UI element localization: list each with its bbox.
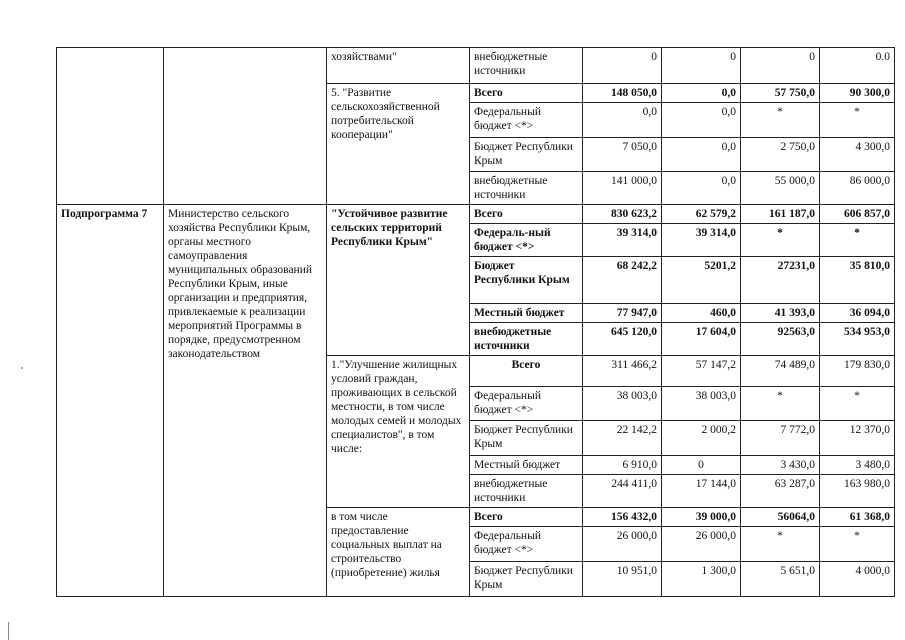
source-cell: Федераль-ный бюджет <*>: [470, 224, 583, 257]
total-cell: 6 910,0: [583, 456, 662, 475]
budget-table: [56, 47, 895, 597]
source-cell: Бюджет Республики Крым: [470, 421, 583, 456]
year1-cell: 5201,2: [662, 257, 741, 304]
measure-cell: хозяйствами": [327, 48, 470, 84]
year2-cell: 3 430,0: [741, 456, 820, 475]
total-cell: 311 466,2: [583, 356, 662, 387]
measure-cell: 1."Улучшение жилищных условий граждан, проживающих в сельской местности, в том числе молодых семей и молодых специалистов", в том числе:: [327, 356, 470, 508]
year2-cell: 63 287,0: [741, 475, 820, 508]
source-cell: внебюджетные источники: [470, 48, 583, 84]
source-cell: Бюджет Республики Крым: [470, 562, 583, 597]
year3-cell: 534 953,0: [820, 323, 895, 356]
measure-cell: в том числе предоставление социальных выплат на строительство (приобретение) жилья: [327, 508, 470, 597]
year2-cell: *: [741, 103, 820, 138]
year2-cell: 7 772,0: [741, 421, 820, 456]
year2-cell: 27231,0: [741, 257, 820, 304]
year3-cell: 163 980,0: [820, 475, 895, 508]
source-cell: Всего: [470, 508, 583, 527]
year1-cell: 0,0: [662, 138, 741, 172]
year3-cell: 0.0: [820, 48, 895, 84]
year1-cell: 57 147,2: [662, 356, 741, 387]
year3-cell: 35 810,0: [820, 257, 895, 304]
source-cell: Бюджет Республики Крым: [470, 138, 583, 172]
source-cell: внебюджетные источники: [470, 172, 583, 205]
table-row: [57, 205, 895, 224]
total-cell: 39 314,0: [583, 224, 662, 257]
budget-table-page: [56, 47, 894, 600]
subprogram-name: "Устойчивое развитие сельских территорий Республики Крым": [327, 205, 470, 356]
year2-cell: 0: [741, 48, 820, 84]
year1-cell: 0: [662, 48, 741, 84]
total-cell: 0,0: [583, 103, 662, 138]
table-row: [57, 48, 895, 84]
year1-cell: 0,0: [662, 103, 741, 138]
year2-cell: 92563,0: [741, 323, 820, 356]
total-cell: 148 050,0: [583, 84, 662, 103]
year3-cell: *: [820, 527, 895, 562]
total-cell: 244 411,0: [583, 475, 662, 508]
source-cell: Всего: [470, 356, 583, 387]
source-cell: внебюджетные источники: [470, 323, 583, 356]
total-cell: 645 120,0: [583, 323, 662, 356]
year3-cell: 61 368,0: [820, 508, 895, 527]
year2-cell: 161 187,0: [741, 205, 820, 224]
year3-cell: *: [820, 224, 895, 257]
total-cell: 26 000,0: [583, 527, 662, 562]
year1-cell: 0,0: [662, 172, 741, 205]
year2-cell: 5 651,0: [741, 562, 820, 597]
total-cell: 68 242,2: [583, 257, 662, 304]
year3-cell: 3 480,0: [820, 456, 895, 475]
scan-speck: [21, 367, 23, 369]
source-cell: Федеральный бюджет <*>: [470, 387, 583, 421]
year1-cell: 39 314,0: [662, 224, 741, 257]
measure-cell: 5. "Развитие сельскохозяйственной потребительской кооперации": [327, 84, 470, 205]
year3-cell: 179 830,0: [820, 356, 895, 387]
year1-cell: 0: [662, 456, 741, 475]
source-cell: Федеральный бюджет <*>: [470, 527, 583, 562]
year1-cell: 26 000,0: [662, 527, 741, 562]
year1-cell: 0,0: [662, 84, 741, 103]
source-cell: Всего: [470, 84, 583, 103]
year1-cell: 39 000,0: [662, 508, 741, 527]
year3-cell: 90 300,0: [820, 84, 895, 103]
total-cell: 22 142,2: [583, 421, 662, 456]
year1-cell: 1 300,0: [662, 562, 741, 597]
year2-cell: 74 489,0: [741, 356, 820, 387]
year3-cell: *: [820, 387, 895, 421]
source-cell: внебюджетные источники: [470, 475, 583, 508]
total-cell: 141 000,0: [583, 172, 662, 205]
year2-cell: 2 750,0: [741, 138, 820, 172]
year3-cell: 86 000,0: [820, 172, 895, 205]
year2-cell: *: [741, 224, 820, 257]
empty-status-cell: [57, 48, 164, 205]
year3-cell: 12 370,0: [820, 421, 895, 456]
executor-cell: Министерство сельского хозяйства Республики Крым, органы местного самоуправления муниципальных образований Республики Крым, иные организации и предприятия, привлекаемые к реализации мероприятий Программы в порядке, предусмотренном законодательством: [164, 205, 327, 597]
total-cell: 10 951,0: [583, 562, 662, 597]
source-cell: Бюджет Республики Крым: [470, 257, 583, 304]
year1-cell: 62 579,2: [662, 205, 741, 224]
year2-cell: 41 393,0: [741, 304, 820, 323]
year3-cell: 606 857,0: [820, 205, 895, 224]
source-cell: Местный бюджет: [470, 456, 583, 475]
total-cell: 156 432,0: [583, 508, 662, 527]
total-cell: 38 003,0: [583, 387, 662, 421]
subprogram-label: Подпрограмма 7: [57, 205, 164, 597]
year3-cell: 4 000,0: [820, 562, 895, 597]
source-cell: Федеральный бюджет <*>: [470, 103, 583, 138]
year1-cell: 17 604,0: [662, 323, 741, 356]
year2-cell: 56064,0: [741, 508, 820, 527]
source-cell: Местный бюджет: [470, 304, 583, 323]
scan-edge-mark: [8, 622, 9, 640]
total-cell: 830 623,2: [583, 205, 662, 224]
year3-cell: 36 094,0: [820, 304, 895, 323]
year3-cell: 4 300,0: [820, 138, 895, 172]
year2-cell: 55 000,0: [741, 172, 820, 205]
total-cell: 7 050,0: [583, 138, 662, 172]
year1-cell: 460,0: [662, 304, 741, 323]
total-cell: 0: [583, 48, 662, 84]
year3-cell: *: [820, 103, 895, 138]
year2-cell: 57 750,0: [741, 84, 820, 103]
empty-executor-cell: [164, 48, 327, 205]
year1-cell: 17 144,0: [662, 475, 741, 508]
year2-cell: *: [741, 527, 820, 562]
year1-cell: 38 003,0: [662, 387, 741, 421]
total-cell: 77 947,0: [583, 304, 662, 323]
year2-cell: *: [741, 387, 820, 421]
year1-cell: 2 000,2: [662, 421, 741, 456]
source-cell: Всего: [470, 205, 583, 224]
